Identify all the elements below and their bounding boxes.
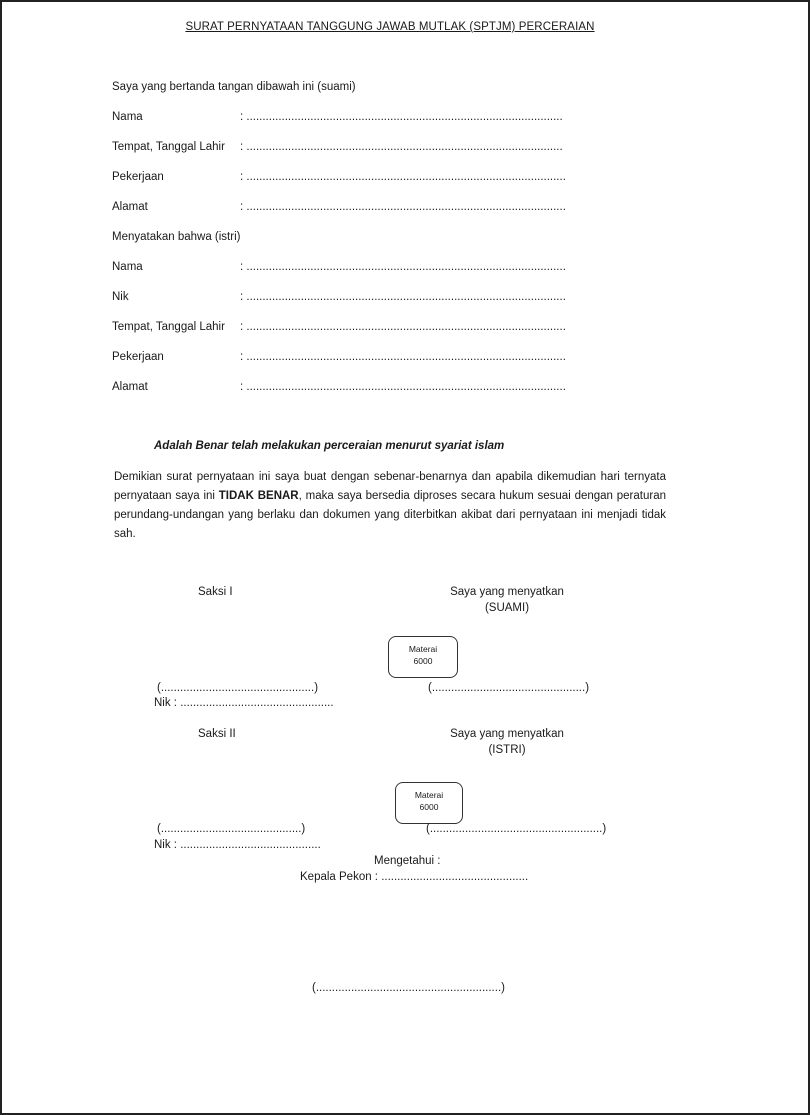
- husband-birth-field: : ...................................................................................................: [240, 141, 563, 153]
- husband-job-label: Pekerjaan: [112, 171, 164, 183]
- witness1-label: Saksi I: [198, 586, 233, 598]
- declarant2-label: Saya yang menyatkan: [450, 728, 564, 740]
- stamp-duty-box-1: [388, 636, 458, 678]
- acknowledged-label: Mengetahui :: [374, 855, 441, 867]
- husband-name-label: Nama: [112, 111, 143, 123]
- wife-job-field: : ....................................................................................................: [240, 351, 566, 363]
- declarant1-role: (SUAMI): [484, 602, 530, 614]
- intro-text: Saya yang bertanda tangan dibawah ini (suami): [112, 81, 356, 93]
- wife-intro-text: Menyatakan bahwa (istri): [112, 231, 241, 243]
- stamp-value: 6000: [413, 656, 433, 666]
- stamp-duty-box-2: [395, 782, 463, 824]
- declarant1-signature-line: (................................................): [428, 682, 590, 694]
- paragraph-emphasis: TIDAK BENAR: [218, 490, 299, 502]
- witness2-label: Saksi II: [198, 728, 236, 740]
- husband-birth-label: Tempat, Tanggal Lahir: [112, 141, 225, 153]
- wife-birth-field: : ....................................................................................................: [240, 321, 566, 333]
- closing-paragraph: [114, 468, 666, 544]
- stamp-label: Materai: [414, 790, 444, 800]
- wife-name-field: : ....................................................................................................: [240, 261, 566, 273]
- declarant2-signature-line: (......................................................): [426, 823, 607, 835]
- document-title: SURAT PERNYATAAN TANGGUNG JAWAB MUTLAK (SPTJM) PERCERAIAN: [185, 21, 595, 33]
- wife-address-label: Alamat: [112, 381, 148, 393]
- husband-address-label: Alamat: [112, 201, 148, 213]
- witness2-signature-line: (............................................): [157, 823, 306, 835]
- husband-job-field: : ....................................................................................................: [240, 171, 566, 183]
- husband-name-field: : ...................................................................................................: [240, 111, 563, 123]
- wife-nik-label: Nik: [112, 291, 129, 303]
- wife-name-label: Nama: [112, 261, 143, 273]
- witness2-nik: Nik : ............................................: [154, 839, 321, 851]
- paragraph-text-before: Demikian surat pernyataan ini saya buat dengan sebenar-benarnya dan apabila dikemudian hari ternyata pernyataan saya ini: [114, 471, 666, 502]
- wife-nik-field: : ....................................................................................................: [240, 291, 566, 303]
- witness1-nik: Nik : ................................................: [154, 697, 334, 709]
- witness1-signature-line: (................................................): [157, 682, 319, 694]
- stamp-label: Materai: [408, 644, 438, 654]
- wife-birth-label: Tempat, Tanggal Lahir: [112, 321, 225, 333]
- declarant1-label: Saya yang menyatkan: [450, 586, 564, 598]
- village-head-signature-line: (..........................................................): [312, 982, 505, 994]
- wife-address-field: : ....................................................................................................: [240, 381, 566, 393]
- stamp-value: 6000: [419, 802, 439, 812]
- paragraph-text-after: , maka saya bersedia diproses secara hukum sesuai dengan peraturan perundang-undangan yang berlaku dan dokumen yang diterbitkan akibat dari pernyataan ini menjadi tidak sah.: [114, 490, 666, 540]
- wife-job-label: Pekerjaan: [112, 351, 164, 363]
- husband-address-field: : ....................................................................................................: [240, 201, 566, 213]
- declarant2-role: (ISTRI): [488, 744, 526, 756]
- village-head-label: Kepala Pekon : ..............................................: [300, 871, 529, 883]
- statement-text: Adalah Benar telah melakukan perceraian menurut syariat islam: [154, 440, 505, 452]
